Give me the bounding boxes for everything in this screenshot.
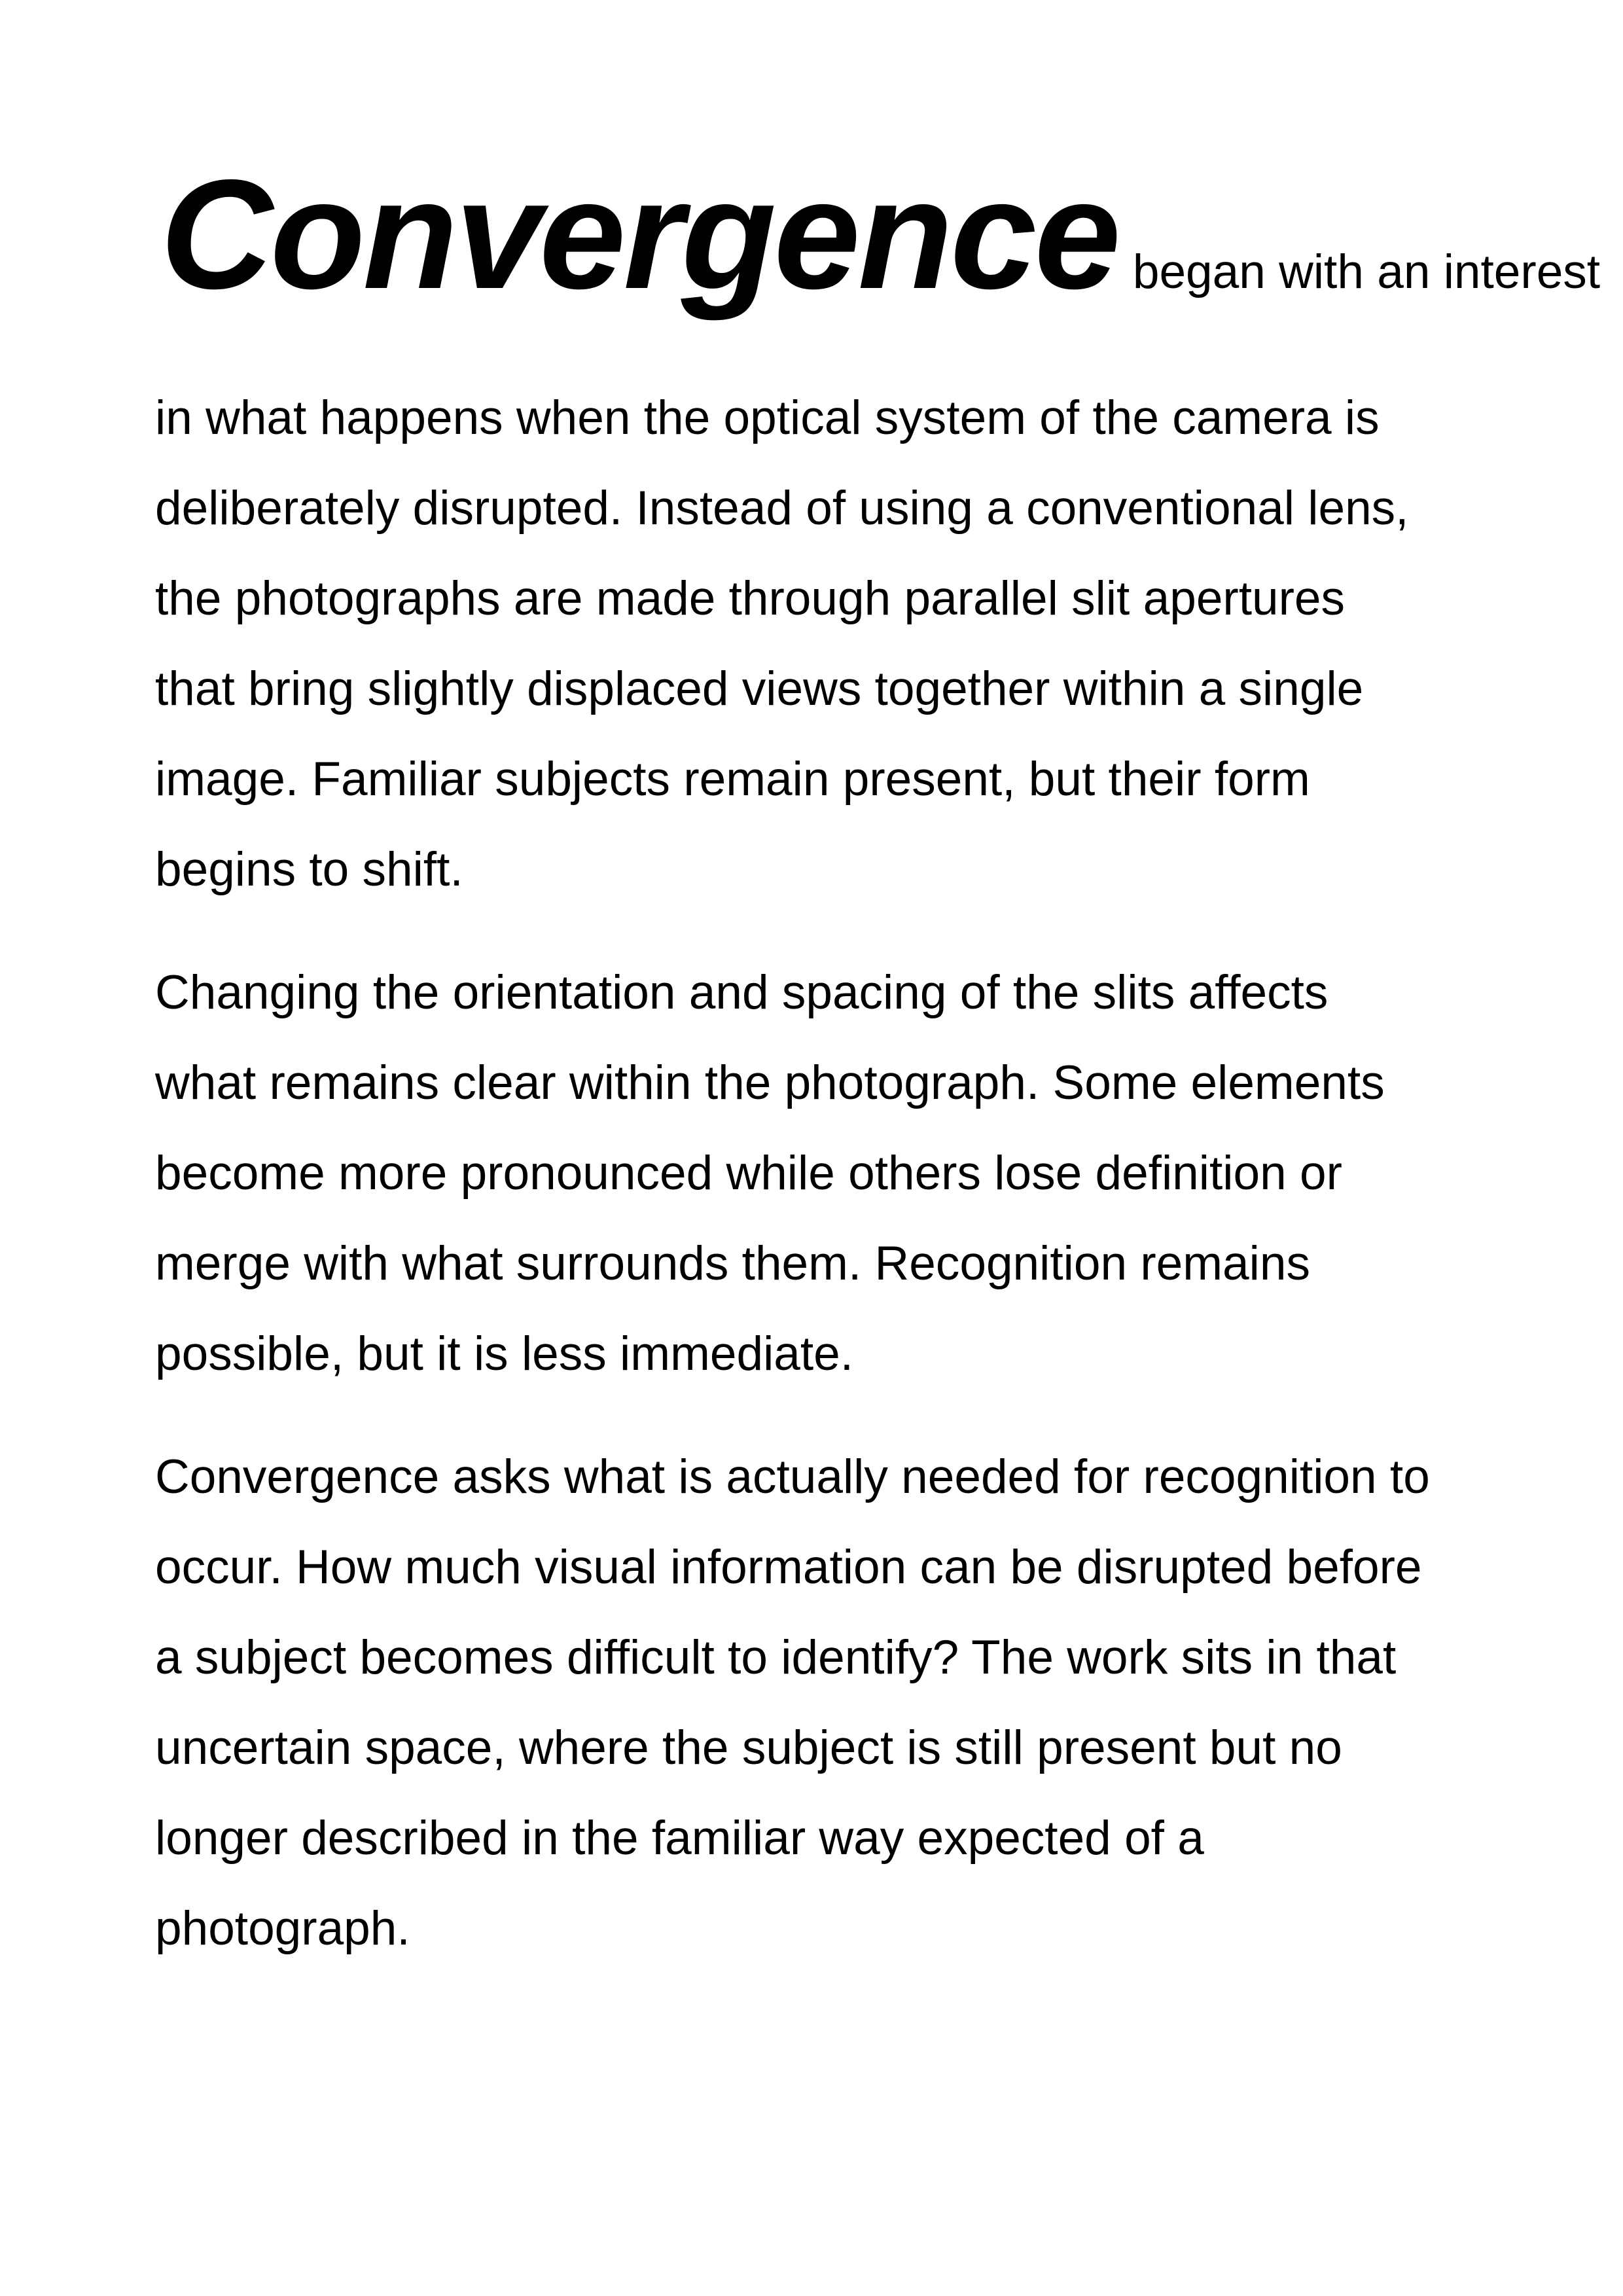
text-line: that bring slightly displaced views together within a single [155,662,1364,715]
body-text [155,373,1490,1974]
text-line: become more pronounced while others lose definition or [155,1147,1342,1200]
text-line: Convergence asks what is actually needed for recognition to [155,1450,1430,1503]
document-title: Convergence [160,148,1118,321]
text-line: uncertain space, where the subject is still present but no [155,1721,1342,1774]
text-line: image. Familiar subjects remain present, but their form [155,753,1310,806]
text-line: in what happens when the optical system of the camera is [155,391,1380,444]
text-line: occur. How much visual information can be disrupted before [155,1541,1422,1594]
paragraph-2 [155,948,1490,1399]
heading-continuation: began with an interest [1132,245,1601,298]
heading [160,148,1601,321]
text-line: Changing the orientation and spacing of the slits affects [155,966,1329,1019]
text-line: deliberately disrupted. Instead of using a conventional lens, [155,482,1409,535]
paragraph-3 [155,1432,1490,1974]
text-line: merge with what surrounds them. Recognition remains [155,1237,1310,1290]
text-line: what remains clear within the photograph. Some elements [155,1056,1385,1109]
text-line: longer described in the familiar way expected of a [155,1812,1204,1865]
text-line: photograph. [155,1902,410,1955]
text-line: begins to shift. [155,843,463,896]
paragraph-1 [155,373,1490,915]
text-line: possible, but it is less immediate. [155,1327,854,1380]
text-line: a subject becomes difficult to identify? The work sits in that [155,1631,1397,1684]
text-line: the photographs are made through parallel slit apertures [155,572,1346,625]
